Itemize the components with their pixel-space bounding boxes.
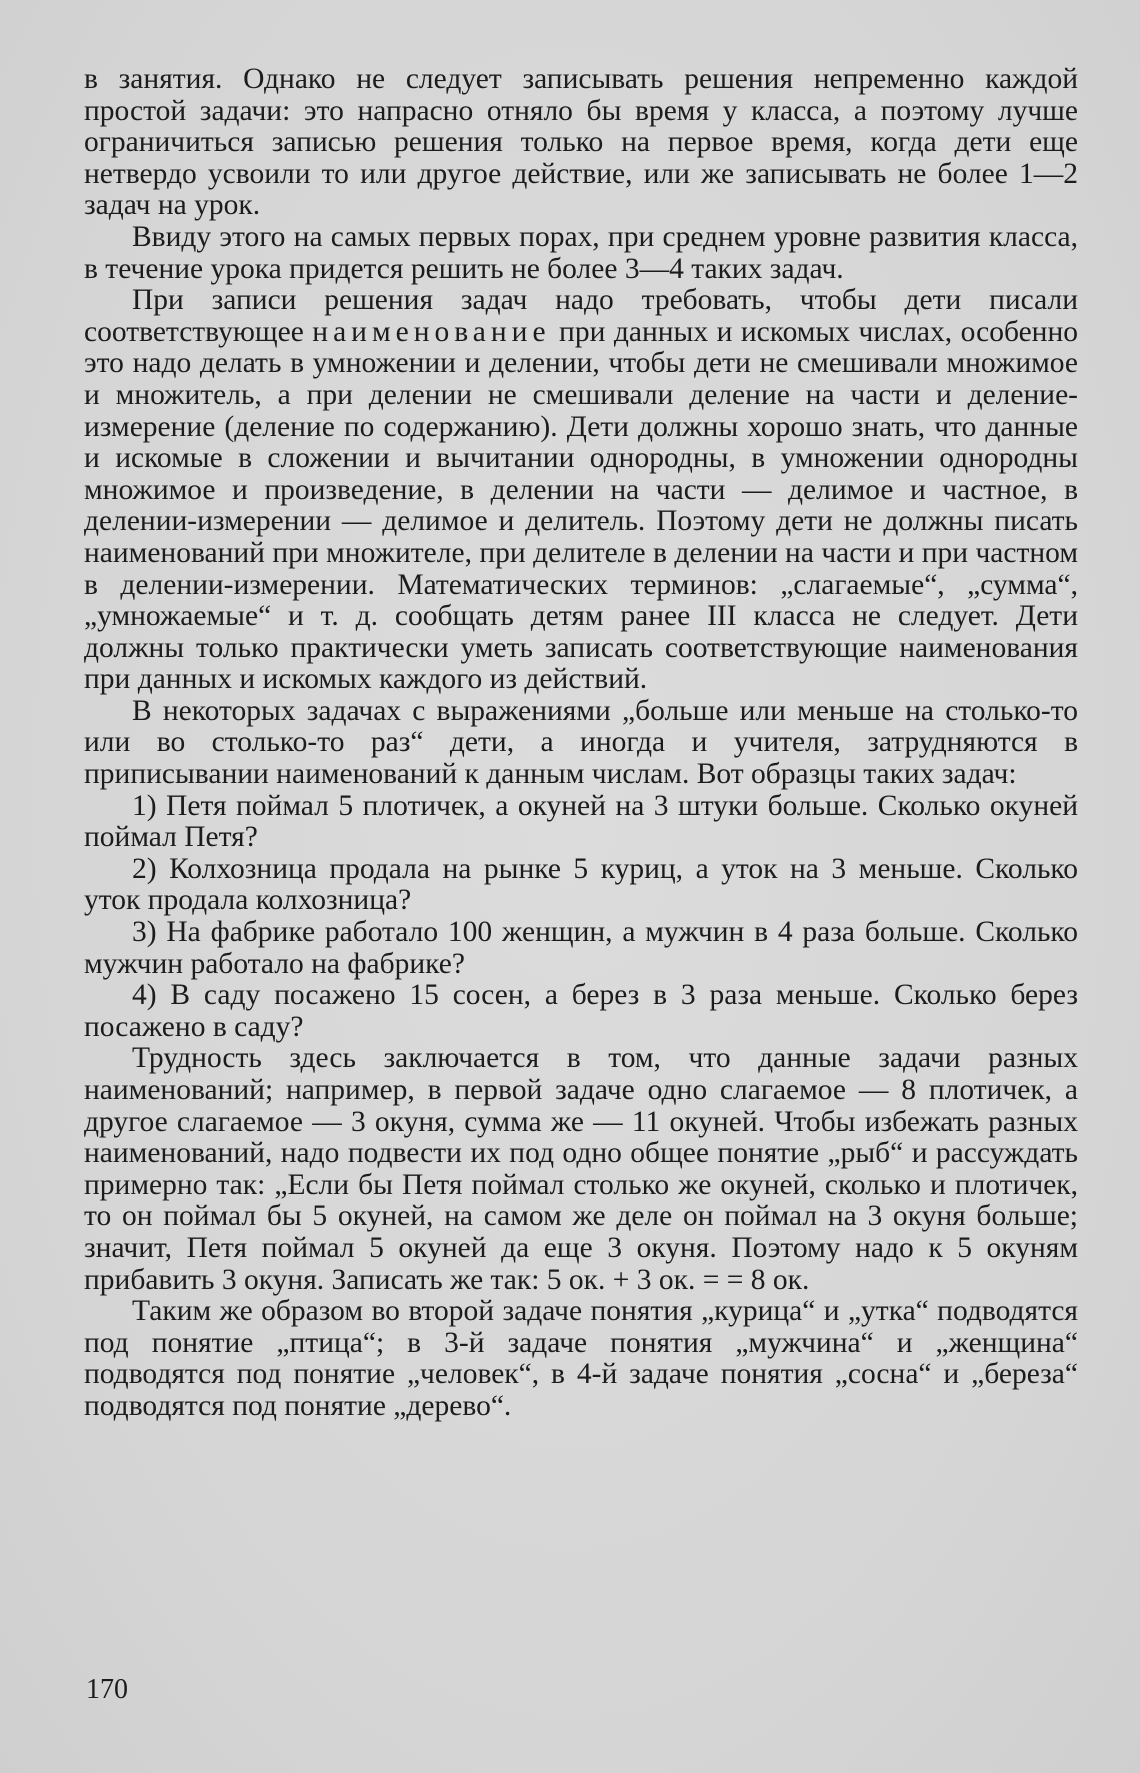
paragraph: В некоторых задачах с выражениями „больше или меньше на столько-то или во столько-то раз“ дети, а иногда и учителя, затрудняются в приписывании наименований к данным числам. Вот образцы таких задач: xyxy=(84,694,1078,791)
example-problem: 2) Колхозница продала на рынке 5 куриц, а уток на 3 меньше. Сколько уток продала колхозница? xyxy=(84,852,1078,917)
paragraph xyxy=(84,285,1078,696)
paragraph-text: при данных и искомых числах, особенно это надо делать в умножении и делении, чтобы дети не смешивали множимое и множитель, а при делении не смешивали деление на части и деление-измерение (деление по содержанию). Дети должны хорошо знать, что данные и искомые в сложении и вычитании однородны, в умножении однородны множимое и произведение, в делении на части — делимое и частное, в делении-измерении — делимое и делитель. Поэтому дети не должны писать наименований при множителе, при делителе в делении на части и при частном в делении-измерении. Математических терминов: „слагаемые“, „сумма“, „умножаемые“ и т. д. сообщать детям ранее III класса не следует. Дети должны только практически уметь записать соответствующие наименования при данных и искомых каждого из действий. xyxy=(84,315,1078,696)
paragraph: Трудность здесь заключается в том, что данные задачи разных наименований; например, в первой задаче одно слагаемое — 8 плотичек, а другое слагаемое — 3 окуня, сумма же — 11 окуней. Чтобы избежать разных наименований, надо подвести их под одно общее понятие „рыб“ и рассуждать примерно так: „Если бы Петя поймал столько же окуней, сколько и плотичек, то он поймал бы 5 окуней, на самом же деле он поймал на 3 окуня больше; значит, Петя поймал 5 окуней да еще 3 окуня. Поэтому надо к 5 окуням прибавить 3 окуня. Записать же так: 5 ок. + 3 ок. = = 8 ок. xyxy=(84,1042,1078,1296)
page-body-text xyxy=(84,64,1078,1423)
emphasized-term: наименование xyxy=(312,315,551,348)
paragraph: Ввиду этого на самых первых порах, при среднем уровне развития класса, в течение урока придется решить не более 3—4 таких задач. xyxy=(84,220,1078,285)
example-problem: 4) В саду посажено 15 сосен, а берез в 3 раза меньше. Сколько берез посажено в саду? xyxy=(84,979,1078,1043)
paragraph-text: При записи решения задач надо требовать, чтобы дети писали соответствующее xyxy=(84,284,1078,348)
example-problem: 3) На фабрике работало 100 женщин, а мужчин в 4 раза больше. Сколько мужчин работало на фабрике? xyxy=(84,916,1078,980)
paragraph: Таким же образом во второй задаче понятия „курица“ и „утка“ подводятся под понятие „птица“; в 3-й задаче понятия „мужчина“ и „женщина“ подводятся под понятие „человек“, в 4-й задаче понятия „сосна“ и „береза“ подводятся под понятие „дерево“. xyxy=(84,1295,1078,1422)
page-number: 170 xyxy=(86,1674,128,1705)
paragraph: в занятия. Однако не следует записывать решения непременно каждой простой задачи: это напрасно отняло бы время у класса, а поэтому лучше ограничиться записью решения только на первое время, когда дети еще нетвердо усвоили то или другое действие, или же записывать не более 1—2 задач на урок. xyxy=(84,63,1078,222)
example-problem: 1) Петя поймал 5 плотичек, а окуней на 3 штуки больше. Сколько окуней поймал Петя? xyxy=(84,789,1078,854)
